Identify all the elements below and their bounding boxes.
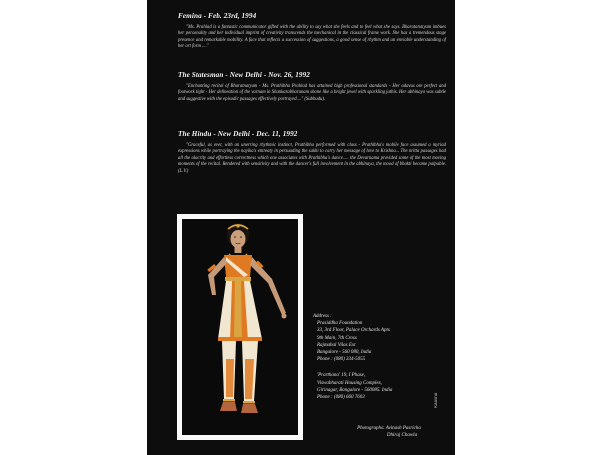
address-line: 33, 3rd Floor, Palace Orchards Apts [317,328,390,334]
review-femina [178,12,446,51]
address-line: Girinagar, Bangalore - 560085. India [317,387,393,393]
credits-line: Photographs: Avinash Pasricha [357,426,421,431]
phone-line: Phone : (080) 334-5055 [317,357,366,363]
photo-credits [339,425,439,439]
dancer-illustration [182,219,298,435]
address-line: Prasiddha Foundation [317,321,363,327]
address-line: Rajmahal Vilas Ext [317,342,356,348]
address-label: Address : [313,314,332,319]
printer-mark: Kaasna [433,392,438,408]
dancer-photo [177,214,303,440]
review-hindu [178,130,446,175]
brochure-back-cover [147,0,455,455]
review-text: "Ms. Prahlad is a fantastic communicator gifted with the ability to say what she feels and to feel what she says. Bharatanatyam imbues her personality and her individual imprint of creativity transcends the mechanical in the classical frame work. She has a tremendous stage presence and remarkable mobility. A face that reflects a succession of suggestions, a good sense of rhythm and an enviable understanding of her art form ...." [178,25,446,50]
address-line: 'Prarthana' 19, I Phase, [317,373,366,379]
phone-line: Phone : (080) 660 7603 [317,395,365,401]
address-line: Bangalore - 560 080, India [317,350,372,356]
review-statesman [178,71,446,103]
review-source: The Hindu - New Delhi - Dec. 11, 1992 [178,130,298,138]
review-text: "Enchanting recital of Bharatnatyam - Ms. Prathibha Prahlad has attained high professional standards - Her adavus are perfect and footwork tight - Her delineation of the varnam in Shankarabharanam shone like a bright jewel with sparkling jathis. Her abhinaya was subtle and suggestive with the episodic passages effectively portrayed...." (Subbudu). [178,84,446,102]
credits-line: Dhiraj Chawla [386,433,418,438]
review-text: "Graceful, as ever, with an unerring rhythmic instinct, Prathibha performed with class - Prathibha's mobile face assumed a myriad expressions while portraying the nayika's entreaty in persuading the sakhi to carry her message of love to Krishna... The nritta passages had all the alacrity and effortless correctness which one associates with Prathibha's dance..... the Devarnama provided some of the most moving moments of the recital. Rendered with sensitivity and with the dancer's full involvement in the abhinaya, the mood of bhakti became palpable. (L.V.) [178,143,446,174]
review-source: The Statesman - New Delhi - Nov. 26, 1992 [178,71,311,79]
contact-address [313,313,443,401]
address-line: Viswabharati Housing Complex, [317,380,383,386]
address-line: 9th Main, 7th Cross [317,335,357,341]
review-source: Femina - Feb. 23rd, 1994 [178,12,257,20]
